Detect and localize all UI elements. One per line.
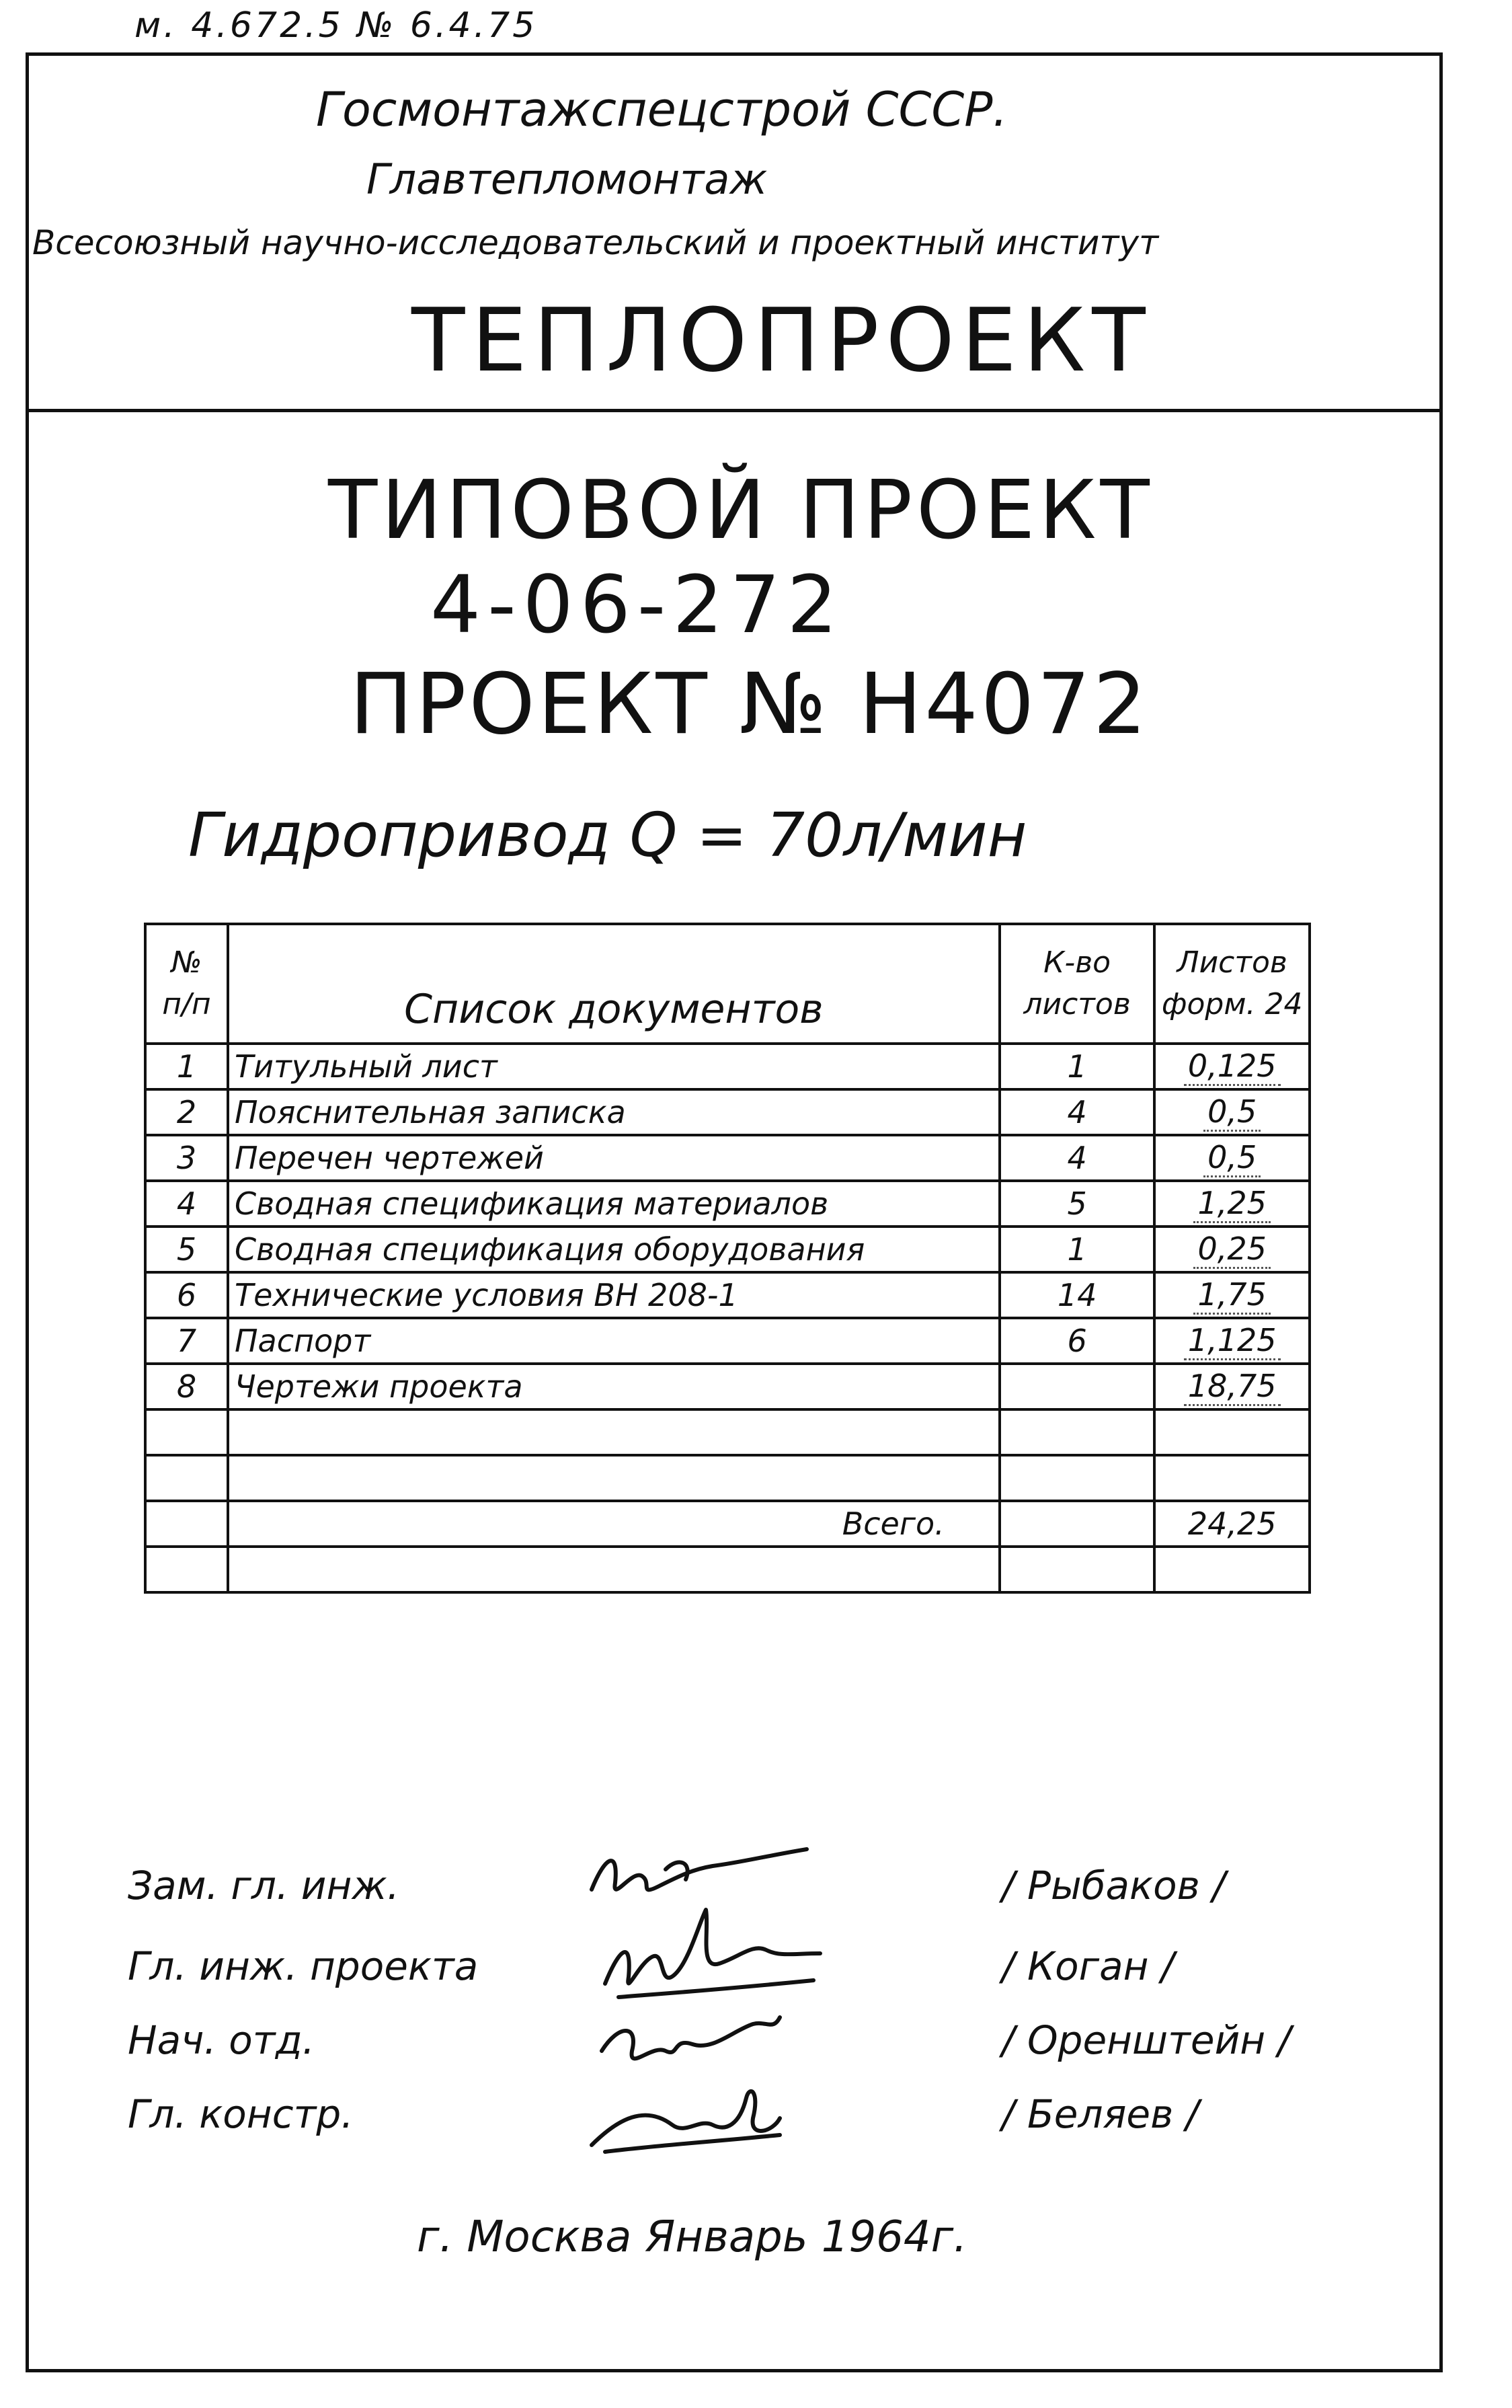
signature-role: Зам. гл. инж.	[128, 1863, 400, 1908]
table-row	[145, 1318, 1310, 1364]
project-number: ПРОЕКТ № Н4072	[350, 656, 1150, 753]
row-format	[1154, 1364, 1310, 1409]
table-row	[145, 1135, 1310, 1181]
row-sheets: 4	[1000, 1089, 1155, 1135]
row-format-value: 18,75	[1184, 1368, 1281, 1406]
table-row-empty	[145, 1409, 1310, 1455]
col-header-num-bottom: п/п	[162, 987, 211, 1021]
row-sheets: 14	[1000, 1272, 1155, 1318]
table-header-row	[145, 924, 1310, 1044]
col-header-name: Список документов	[228, 924, 1000, 1044]
signature-role: Гл. инж. проекта	[128, 1943, 479, 1989]
total-value: 24,25	[1154, 1501, 1310, 1547]
ministry-name: Госмонтажспецстрой СССР.	[316, 82, 1008, 137]
row-format-value: 1,75	[1193, 1276, 1270, 1315]
row-sheets	[1000, 1364, 1155, 1409]
row-format	[1154, 1181, 1310, 1227]
row-num: 4	[145, 1181, 228, 1227]
table-row-empty	[145, 1547, 1310, 1592]
row-num: 7	[145, 1318, 228, 1364]
row-name: Сводная спецификация материалов	[228, 1181, 1000, 1227]
table-row	[145, 1272, 1310, 1318]
row-format	[1154, 1044, 1310, 1089]
row-name: Титульный лист	[228, 1044, 1000, 1089]
table-row	[145, 1227, 1310, 1272]
row-name: Сводная спецификация оборудования	[228, 1227, 1000, 1272]
institute-name: Всесоюзный научно-исследовательский и проектный институт	[32, 223, 1159, 262]
row-format	[1154, 1227, 1310, 1272]
org-name: ТЕПЛОПРОЕКТ	[411, 289, 1152, 391]
row-sheets: 6	[1000, 1318, 1155, 1364]
row-format	[1154, 1272, 1310, 1318]
row-format-value: 0,125	[1184, 1048, 1281, 1086]
signature-role: Нач. отд.	[128, 2017, 315, 2063]
row-format	[1154, 1318, 1310, 1364]
row-num: 8	[145, 1364, 228, 1409]
row-format	[1154, 1135, 1310, 1181]
row-num: 3	[145, 1135, 228, 1181]
project-subject: Гидропривод Q = 70л/мин	[188, 800, 1027, 871]
col-header-num-top: №	[171, 945, 202, 980]
row-sheets: 5	[1000, 1181, 1155, 1227]
row-sheets: 4	[1000, 1135, 1155, 1181]
row-name: Паспорт	[228, 1318, 1000, 1364]
archive-note: м. 4.672.5 № 6.4.75	[134, 5, 538, 46]
table-row	[145, 1044, 1310, 1089]
row-format-value: 0,5	[1203, 1139, 1261, 1177]
row-format-value: 0,25	[1193, 1231, 1270, 1269]
row-name: Перечен чертежей	[228, 1135, 1000, 1181]
row-format	[1154, 1089, 1310, 1135]
row-name: Чертежи проекта	[228, 1364, 1000, 1409]
row-name: Пояснительная записка	[228, 1089, 1000, 1135]
row-name: Технические условия ВН 208-1	[228, 1272, 1000, 1318]
department-name: Главтепломонтаж	[366, 155, 768, 204]
project-code: 4-06-272	[430, 558, 844, 651]
row-num: 6	[145, 1272, 228, 1318]
col-header-format	[1154, 924, 1310, 1044]
documents-table	[144, 923, 1311, 1594]
signature-name: / Беляев /	[1002, 2091, 1199, 2137]
row-sheets: 1	[1000, 1227, 1155, 1272]
row-sheets: 1	[1000, 1044, 1155, 1089]
table-row	[145, 1089, 1310, 1135]
table-row-empty	[145, 1455, 1310, 1501]
project-type: ТИПОВОЙ ПРОЕКТ	[328, 464, 1154, 557]
col-header-sheets-top: К-во	[1043, 945, 1111, 980]
table-row	[145, 1181, 1310, 1227]
footer-city-date: г. Москва Январь 1964г.	[417, 2212, 967, 2262]
col-header-format-top: Листов	[1177, 945, 1287, 980]
signature-name: / Рыбаков /	[1002, 1863, 1226, 1908]
row-num: 2	[145, 1089, 228, 1135]
signature-name: / Коган /	[1002, 1943, 1175, 1989]
row-num: 1	[145, 1044, 228, 1089]
col-header-format-bottom: форм. 24	[1161, 987, 1303, 1021]
col-header-num	[145, 924, 228, 1044]
table-row	[145, 1364, 1310, 1409]
table-body	[145, 1044, 1310, 1592]
table-total-row	[145, 1501, 1310, 1547]
row-format-value: 1,125	[1184, 1322, 1281, 1360]
handwritten-signatures-graphic	[578, 1829, 861, 2165]
signature-name: / Оренштейн /	[1002, 2017, 1291, 2063]
row-format-value: 0,5	[1203, 1093, 1261, 1132]
col-header-sheets	[1000, 924, 1155, 1044]
header-divider	[26, 409, 1443, 412]
col-header-sheets-bottom: листов	[1023, 987, 1131, 1021]
total-label: Всего.	[228, 1501, 1000, 1547]
row-format-value: 1,25	[1193, 1185, 1270, 1223]
signature-role: Гл. констр.	[128, 2091, 354, 2137]
row-num: 5	[145, 1227, 228, 1272]
